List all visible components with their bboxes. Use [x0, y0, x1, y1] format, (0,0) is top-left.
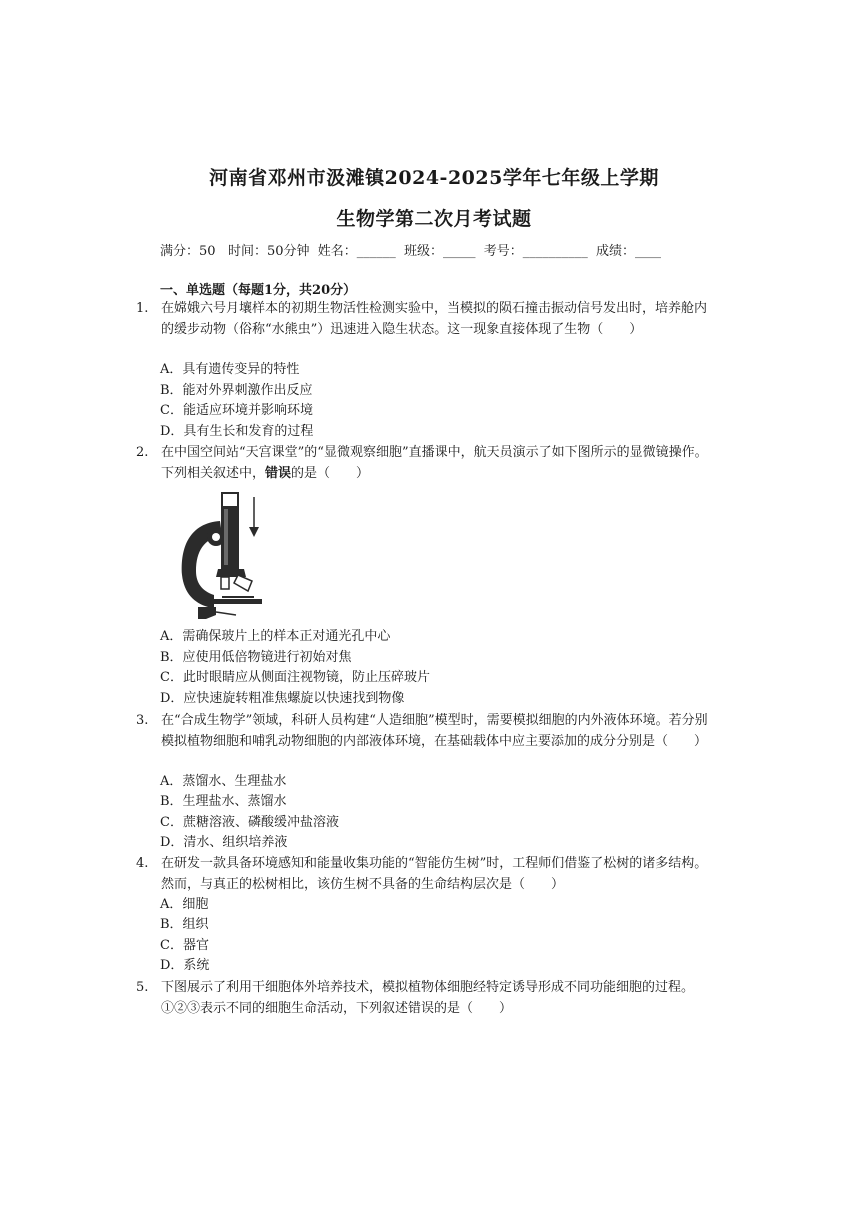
option-a: A．具有遗传变异的特性 [160, 362, 300, 377]
option-c: C．蔗糖溶液、磷酸缓冲盐溶液 [160, 815, 339, 830]
page-title: 河南省邓州市汲滩镇2024-2025学年七年级上学期 [209, 167, 659, 189]
question-stem: 在嫦娥六号月壤样本的初期生物活性检测实验中，当模拟的陨石撞击振动信号发出时，培养舱内的缓步动物（俗称“水熊虫”）迅速进入隐生状态。这一现象直接体现了生物（ ） [161, 301, 708, 337]
question-number: 5. [136, 980, 149, 995]
question-number: 1. [136, 301, 149, 316]
question-number: 2. [136, 445, 149, 460]
question-number: 4. [136, 856, 149, 871]
option-a: A．细胞 [160, 897, 209, 912]
option-b: B．组织 [160, 917, 209, 932]
option-d: D．具有生长和发育的过程 [160, 424, 314, 439]
question-5 [136, 977, 716, 1019]
microscope-figure [176, 487, 272, 627]
question-2 [136, 442, 716, 484]
option-d: D．清水、组织培养液 [160, 835, 288, 850]
stem-emphasis: 错误 [265, 466, 292, 481]
exam-info-line: 满分：50 时间：50分钟 姓名：______ 班级：_____ 考号：__________ 成绩：____ [160, 244, 662, 259]
option-a: A．蒸馏水、生理盐水 [160, 774, 287, 789]
option-c: C．此时眼睛应从侧面注视物镜，防止压碎玻片 [160, 670, 430, 685]
option-b: B．生理盐水、蒸馏水 [160, 794, 287, 809]
question-3 [136, 710, 716, 752]
page-subtitle: 生物学第二次月考试题 [336, 208, 532, 230]
option-c: C．能适应环境并影响环境 [160, 403, 313, 418]
option-c: C．器官 [160, 938, 209, 953]
option-b: B．能对外界刺激作出反应 [160, 383, 313, 398]
stem-text: 在中国空间站“天宫课堂”的“显微观察细胞”直播课中，航天员演示了如下图所示的显微镜操作。下列相关叙述中， [161, 445, 708, 481]
stem-text-end: 的是（ ） [291, 466, 370, 481]
question-stem [161, 442, 716, 484]
option-a: A．需确保玻片上的样本正对通光孔中心 [160, 629, 391, 644]
question-4 [136, 853, 716, 895]
option-d: D．系统 [160, 958, 210, 973]
question-number: 3. [136, 713, 149, 728]
question-1 [136, 298, 716, 340]
question-stem: 在“合成生物学”领域，科研人员构建“人造细胞”模型时，需要模拟细胞的内外液体环境。若分别模拟植物细胞和哺乳动物细胞的内部液体环境，在基础载体中应主要添加的成分分别是（ ） [161, 713, 708, 749]
question-stem: 下图展示了利用干细胞体外培养技术，模拟植物体细胞经特定诱导形成不同功能细胞的过程。①②③表示不同的细胞生命活动，下列叙述错误的是（ ） [161, 980, 695, 1016]
section-title: 一、单选题（每题1分，共20分） [160, 283, 357, 298]
question-stem: 在研发一款具备环境感知和能量收集功能的“智能仿生树”时，工程师们借鉴了松树的诸多结构。然而，与真正的松树相比，该仿生树不具备的生命结构层次是（ ） [161, 856, 708, 892]
option-b: B．应使用低倍物镜进行初始对焦 [160, 650, 352, 665]
option-d: D．应快速旋转粗准焦螺旋以快速找到物像 [160, 691, 405, 706]
